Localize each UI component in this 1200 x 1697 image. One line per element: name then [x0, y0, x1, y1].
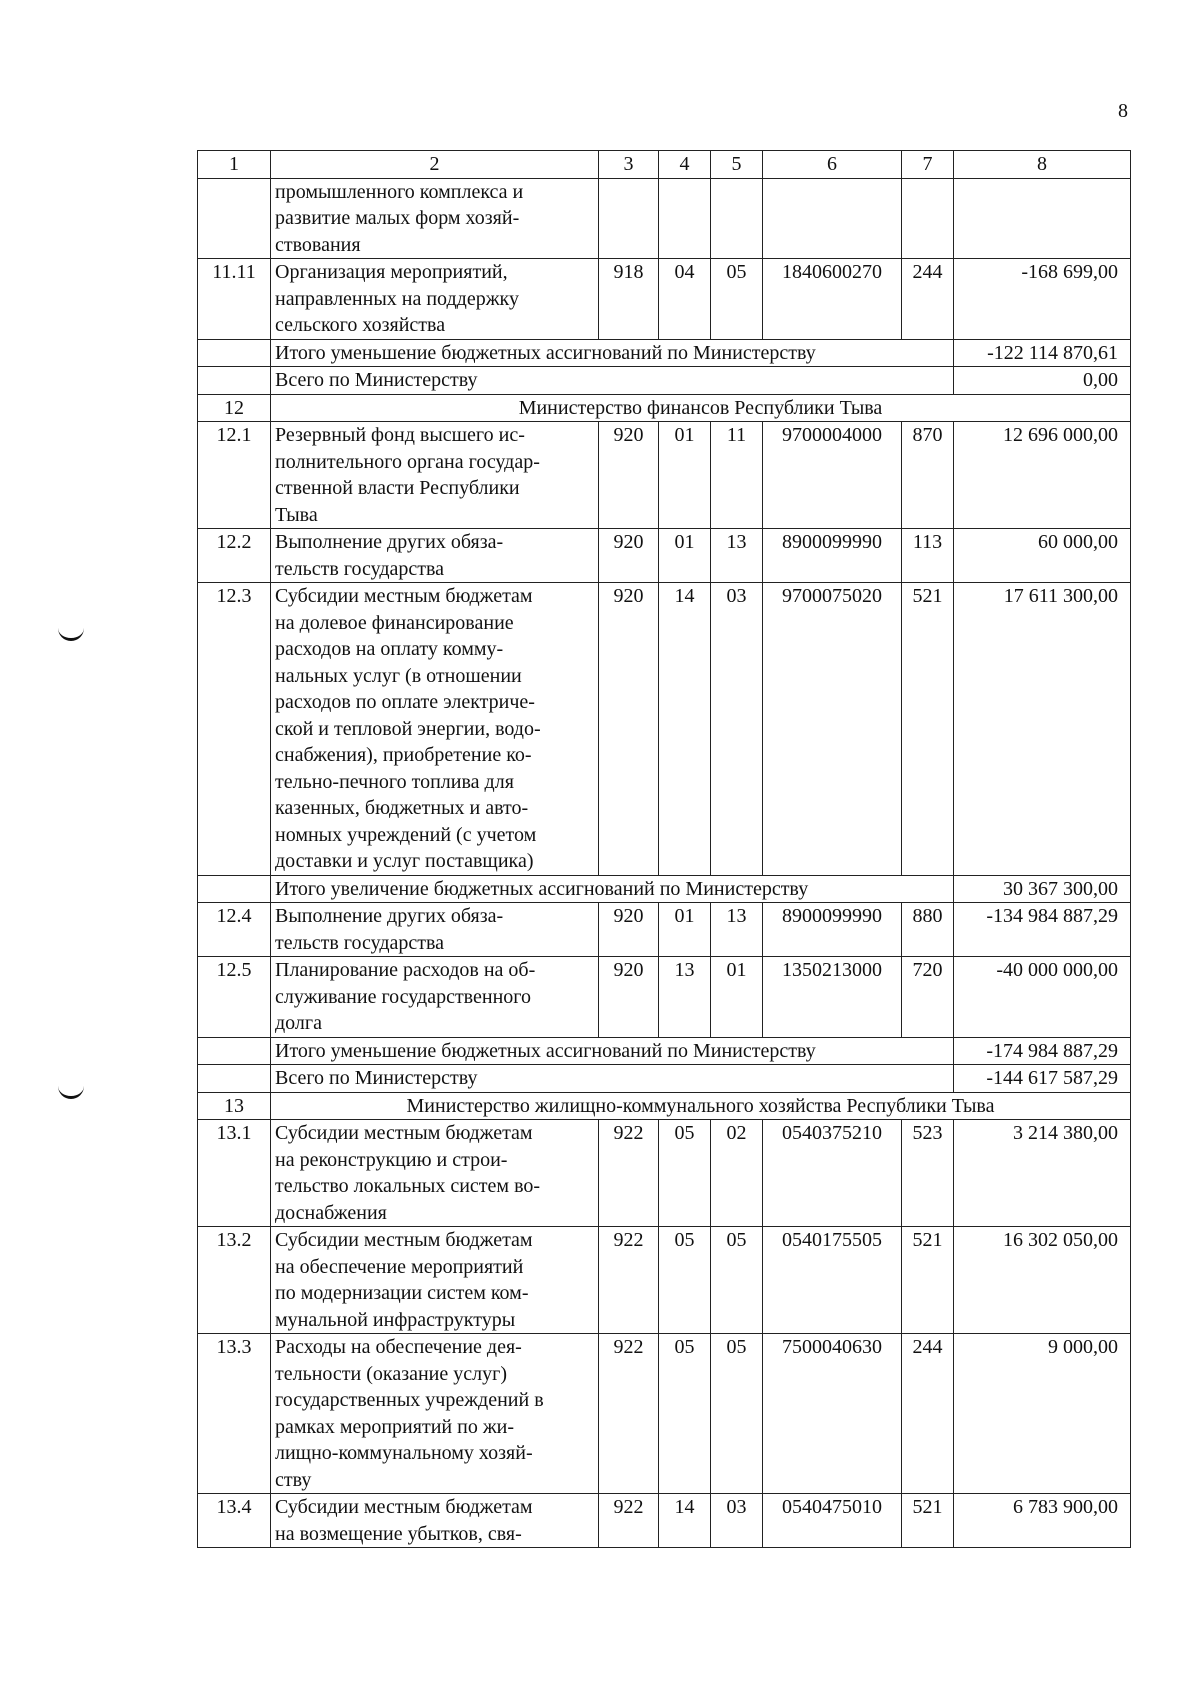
code-cell	[659, 178, 711, 259]
table-row	[198, 529, 1131, 583]
code-cell: 922	[599, 1494, 659, 1548]
table-row	[198, 903, 1131, 957]
table-row	[198, 957, 1131, 1038]
code-cell: 870	[902, 422, 954, 529]
code-cell: 0540175505	[763, 1227, 902, 1334]
code-cell: 01	[711, 957, 763, 1038]
header-cell: 3	[599, 151, 659, 179]
total-amount: -174 984 887,29	[954, 1037, 1131, 1065]
table-row	[198, 422, 1131, 529]
code-cell: 113	[902, 529, 954, 583]
table-row	[198, 178, 1131, 259]
total-label: Всего по Министерству	[271, 1065, 954, 1093]
code-cell	[599, 178, 659, 259]
row-number: 12.4	[198, 903, 271, 957]
binding-mark-lower	[58, 1086, 84, 1099]
row-number: 12.5	[198, 957, 271, 1038]
empty-cell	[198, 875, 271, 903]
row-description: Выполнение других обяза- тельств государства	[271, 903, 599, 957]
code-cell: 02	[711, 1120, 763, 1227]
header-cell: 5	[711, 151, 763, 179]
code-cell: 920	[599, 529, 659, 583]
code-cell: 05	[711, 259, 763, 340]
row-description: Резервный фонд высшего ис- полнительного органа государ- ственной власти Республики Тыва	[271, 422, 599, 529]
code-cell: 04	[659, 259, 711, 340]
amount-cell: -40 000 000,00	[954, 957, 1131, 1038]
code-cell: 920	[599, 422, 659, 529]
row-number: 13.1	[198, 1120, 271, 1227]
code-cell: 922	[599, 1120, 659, 1227]
row-description: Расходы на обеспечение дея- тельности (оказание услуг) государственных учреждений в рамках мероприятий по жи- лищно-коммунальному хозяй- ству	[271, 1334, 599, 1494]
code-cell: 01	[659, 422, 711, 529]
row-number: 13.3	[198, 1334, 271, 1494]
code-cell: 05	[659, 1227, 711, 1334]
row-description: Выполнение других обяза- тельств государства	[271, 529, 599, 583]
code-cell: 244	[902, 259, 954, 340]
row-description: Субсидии местным бюджетам на возмещение убытков, свя-	[271, 1494, 599, 1548]
row-description: промышленного комплекса и развитие малых форм хозяй- ствования	[271, 178, 599, 259]
code-cell: 920	[599, 903, 659, 957]
code-cell: 03	[711, 583, 763, 876]
code-cell: 0540475010	[763, 1494, 902, 1548]
amount-cell: 16 302 050,00	[954, 1227, 1131, 1334]
table-row	[198, 1334, 1131, 1494]
total-label: Всего по Министерству	[271, 367, 954, 395]
amount-cell: 6 783 900,00	[954, 1494, 1131, 1548]
row-number: 11.11	[198, 259, 271, 340]
table-row	[198, 1227, 1131, 1334]
empty-cell	[198, 339, 271, 367]
row-number: 12.2	[198, 529, 271, 583]
table-row	[198, 583, 1131, 876]
code-cell: 14	[659, 1494, 711, 1548]
code-cell	[763, 178, 902, 259]
code-cell: 1350213000	[763, 957, 902, 1038]
section-number: 12	[198, 394, 271, 422]
total-row	[198, 1037, 1131, 1065]
code-cell: 7500040630	[763, 1334, 902, 1494]
code-cell: 01	[659, 529, 711, 583]
code-cell: 521	[902, 1494, 954, 1548]
code-cell: 521	[902, 583, 954, 876]
code-cell: 05	[659, 1334, 711, 1494]
code-cell: 244	[902, 1334, 954, 1494]
header-cell: 1	[198, 151, 271, 179]
row-number	[198, 178, 271, 259]
code-cell: 13	[711, 903, 763, 957]
row-number: 12.1	[198, 422, 271, 529]
section-row	[198, 1092, 1131, 1120]
code-cell: 720	[902, 957, 954, 1038]
code-cell: 05	[711, 1227, 763, 1334]
total-row	[198, 1065, 1131, 1093]
header-row	[198, 151, 1131, 179]
amount-cell: 60 000,00	[954, 529, 1131, 583]
section-title: Министерство жилищно-коммунального хозяйства Республики Тыва	[271, 1092, 1131, 1120]
table-row	[198, 1120, 1131, 1227]
row-number: 13.4	[198, 1494, 271, 1548]
code-cell: 880	[902, 903, 954, 957]
header-cell: 4	[659, 151, 711, 179]
section-number: 13	[198, 1092, 271, 1120]
code-cell: 521	[902, 1227, 954, 1334]
empty-cell	[198, 1037, 271, 1065]
code-cell: 918	[599, 259, 659, 340]
code-cell: 03	[711, 1494, 763, 1548]
total-row	[198, 367, 1131, 395]
amount-cell: 9 000,00	[954, 1334, 1131, 1494]
header-cell: 8	[954, 151, 1131, 179]
code-cell: 01	[659, 903, 711, 957]
amount-cell	[954, 178, 1131, 259]
total-label: Итого уменьшение бюджетных ассигнований по Министерству	[271, 1037, 954, 1065]
amount-cell: 12 696 000,00	[954, 422, 1131, 529]
total-label: Итого увеличение бюджетных ассигнований по Министерству	[271, 875, 954, 903]
code-cell: 05	[711, 1334, 763, 1494]
amount-cell: -168 699,00	[954, 259, 1131, 340]
code-cell: 523	[902, 1120, 954, 1227]
header-cell: 6	[763, 151, 902, 179]
code-cell: 922	[599, 1334, 659, 1494]
binding-mark-upper	[58, 628, 84, 641]
total-amount: -144 617 587,29	[954, 1065, 1131, 1093]
code-cell: 13	[659, 957, 711, 1038]
row-description: Субсидии местным бюджетам на реконструкцию и строи- тельство локальных систем во- доснабжения	[271, 1120, 599, 1227]
table-row	[198, 259, 1131, 340]
header-cell: 2	[271, 151, 599, 179]
amount-cell: 17 611 300,00	[954, 583, 1131, 876]
row-number: 12.3	[198, 583, 271, 876]
code-cell: 0540375210	[763, 1120, 902, 1227]
code-cell	[902, 178, 954, 259]
row-description: Субсидии местным бюджетам на обеспечение мероприятий по модернизации систем ком- мунальной инфраструктуры	[271, 1227, 599, 1334]
row-description: Планирование расходов на об- служивание государственного долга	[271, 957, 599, 1038]
amount-cell: 3 214 380,00	[954, 1120, 1131, 1227]
code-cell: 920	[599, 957, 659, 1038]
row-description: Организация мероприятий, направленных на поддержку сельского хозяйства	[271, 259, 599, 340]
empty-cell	[198, 367, 271, 395]
section-row	[198, 394, 1131, 422]
table-row	[198, 1494, 1131, 1548]
total-amount: 30 367 300,00	[954, 875, 1131, 903]
code-cell: 8900099990	[763, 529, 902, 583]
total-row	[198, 339, 1131, 367]
header-cell: 7	[902, 151, 954, 179]
code-cell: 9700075020	[763, 583, 902, 876]
code-cell: 05	[659, 1120, 711, 1227]
total-label: Итого уменьшение бюджетных ассигнований по Министерству	[271, 339, 954, 367]
empty-cell	[198, 1065, 271, 1093]
section-title: Министерство финансов Республики Тыва	[271, 394, 1131, 422]
code-cell: 922	[599, 1227, 659, 1334]
total-amount: -122 114 870,61	[954, 339, 1131, 367]
code-cell: 14	[659, 583, 711, 876]
code-cell: 1840600270	[763, 259, 902, 340]
code-cell	[711, 178, 763, 259]
amount-cell: -134 984 887,29	[954, 903, 1131, 957]
code-cell: 11	[711, 422, 763, 529]
total-amount: 0,00	[954, 367, 1131, 395]
page-number: 8	[1118, 100, 1128, 122]
budget-table	[197, 150, 1131, 1548]
code-cell: 8900099990	[763, 903, 902, 957]
total-row	[198, 875, 1131, 903]
row-number: 13.2	[198, 1227, 271, 1334]
code-cell: 9700004000	[763, 422, 902, 529]
code-cell: 13	[711, 529, 763, 583]
row-description: Субсидии местным бюджетам на долевое финансирование расходов на оплату комму- нальных услуг (в отношении расходов по оплате электриче- ской и тепловой энергии, водо- снабжения), приобретение ко- тельно-печного топлива для казенных, бюджетных и авто- номных учреждений (с учетом доставки и услуг поставщика)	[271, 583, 599, 876]
code-cell: 920	[599, 583, 659, 876]
